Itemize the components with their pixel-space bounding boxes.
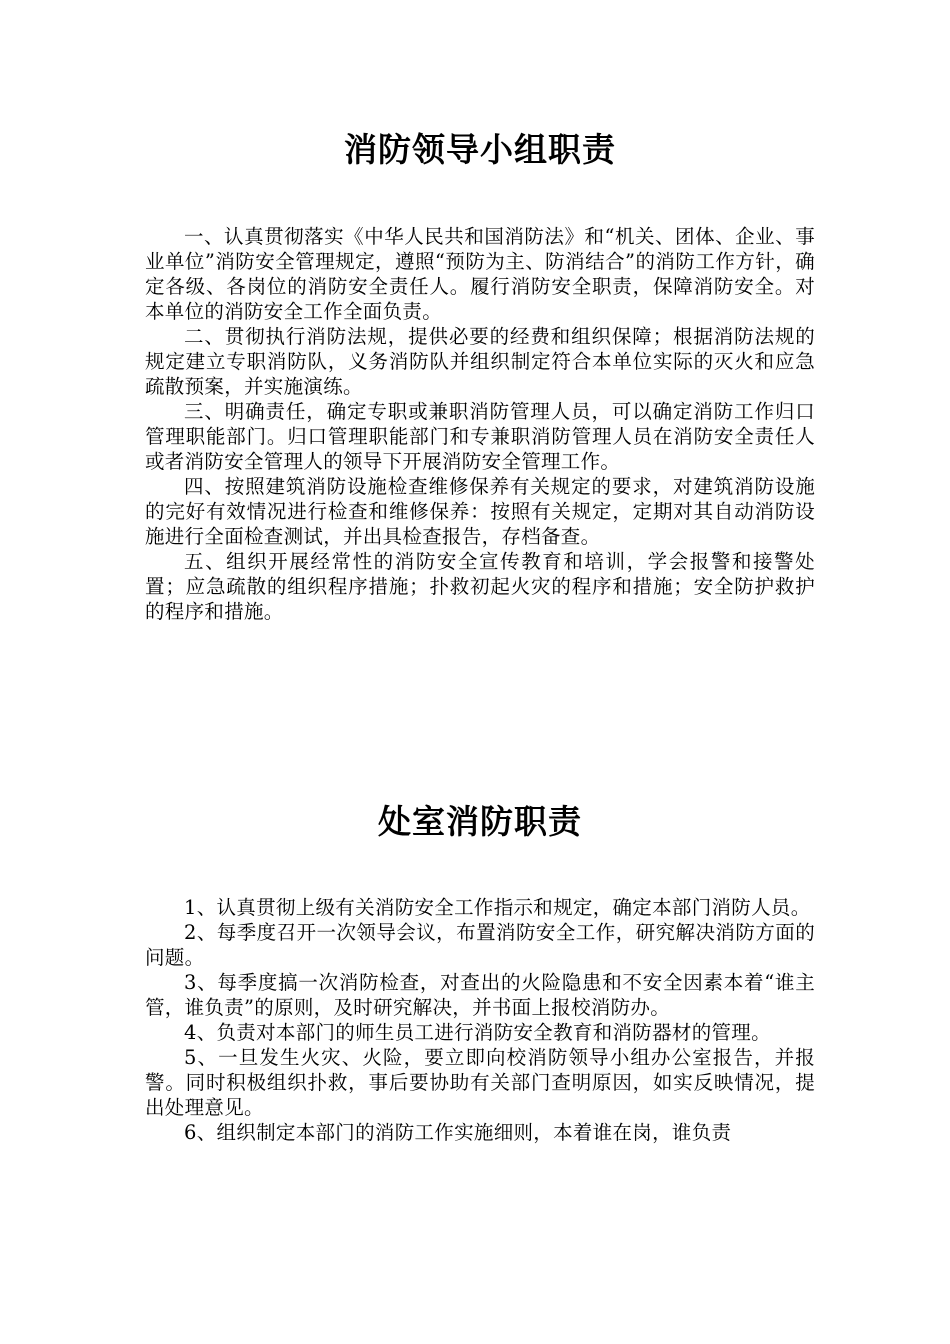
- paragraph: 5、一旦发生火灾、火险，要立即向校消防领导小组办公室报告，并报警。同时积极组织扑救，事后要协助有关部门查明原因，如实反映情况，提出处理意见。: [145, 1046, 815, 1119]
- paragraph: 二、贯彻执行消防法规，提供必要的经费和组织保障；根据消防法规的规定建立专职消防队，义务消防队并组织制定符合本单位实际的灭火和应急疏散预案，并实施演练。: [145, 325, 815, 398]
- paragraph: 2、每季度召开一次领导会议，布置消防安全工作，研究解决消防方面的问题。: [145, 921, 815, 969]
- paragraph: 1、认真贯彻上级有关消防安全工作指示和规定，确定本部门消防人员。: [184, 896, 811, 919]
- paragraph: 4、负责对本部门的师生员工进行消防安全教育和消防器材的管理。: [184, 1021, 771, 1044]
- paragraph: 3、每季度搞一次消防检查，对查出的火险隐患和不安全因素本着“谁主管，谁负责”的原则，及时研究解决，并书面上报校消防办。: [145, 971, 815, 1019]
- section-title: 消防领导小组职责: [344, 130, 616, 169]
- paragraph: 6、组织制定本部门的消防工作实施细则，本着谁在岗，谁负责: [184, 1121, 732, 1144]
- paragraph: 三、明确责任，确定专职或兼职消防管理人员，可以确定消防工作归口管理职能部门。归口管理职能部门和专兼职消防管理人员在消防安全责任人或者消防安全管理人的领导下开展消防安全管理工作。: [145, 400, 815, 473]
- paragraph: 四、按照建筑消防设施检查维修保养有关规定的要求，对建筑消防设施的完好有效情况进行检查和维修保养：按照有关规定，定期对其自动消防设施进行全面检查测试，并出具检查报告，存档备查。: [145, 475, 815, 548]
- paragraph: 五、组织开展经常性的消防安全宣传教育和培训，学会报警和接警处置；应急疏散的组织程序措施；扑救初起火灾的程序和措施；安全防护救护的程序和措施。: [145, 550, 815, 623]
- paragraph: 一、认真贯彻落实《中华人民共和国消防法》和“机关、团体、企业、事业单位”消防安全管理规定，遵照“预防为主、防消结合”的消防工作方针，确定各级、各岗位的消防安全责任人。履行消防安全职责，保障消防安全。对本单位的消防安全工作全面负责。: [145, 225, 815, 323]
- section-department-fire-duties: [145, 800, 815, 1145]
- section-fire-leadership-group: [145, 128, 815, 624]
- section-title: 处室消防职责: [378, 802, 582, 841]
